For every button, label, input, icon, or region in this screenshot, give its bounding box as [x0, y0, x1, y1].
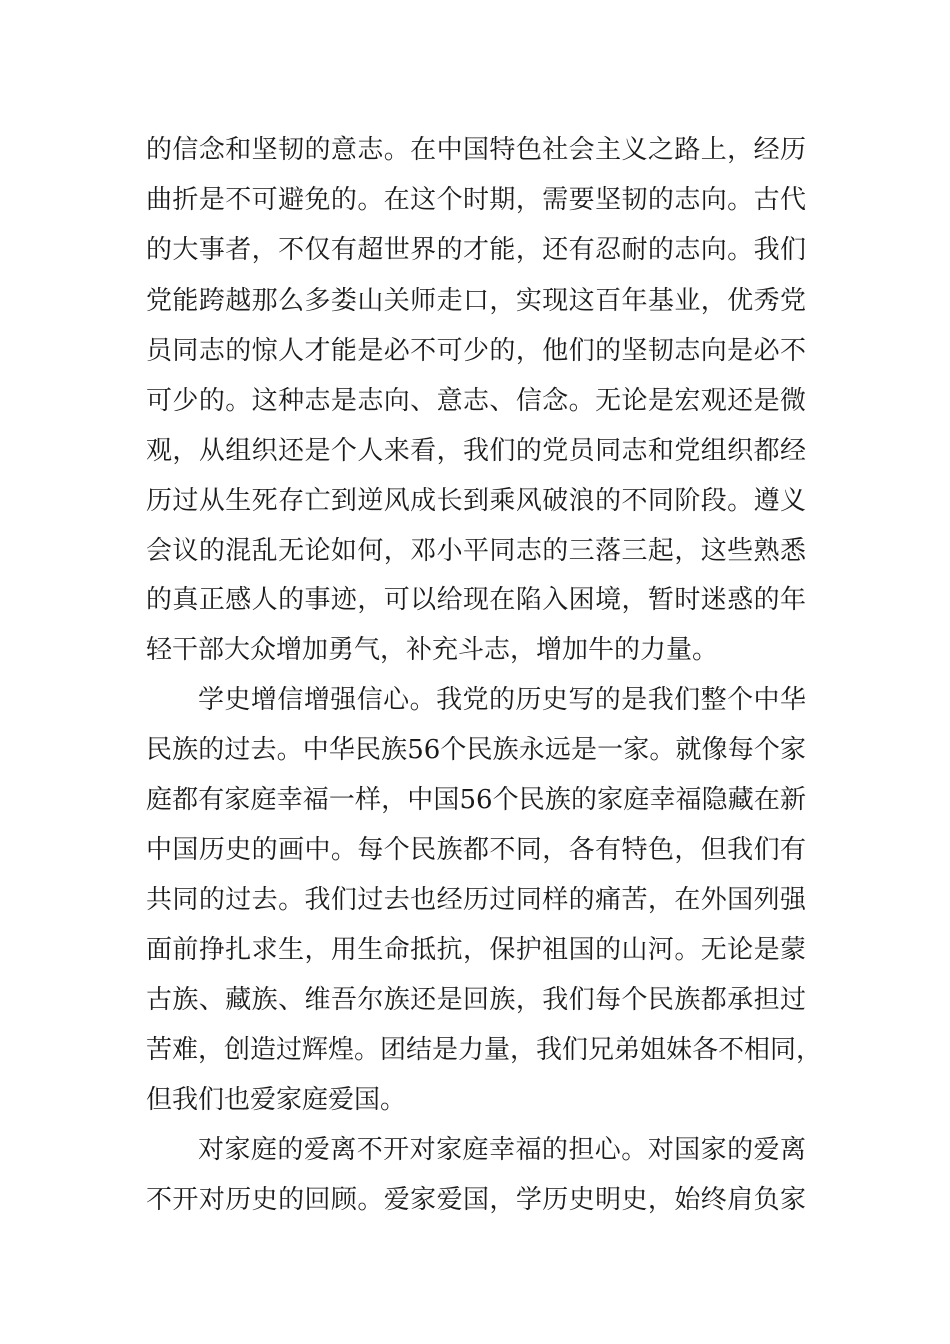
text-line: 庭都有家庭幸福一样，中国56个民族的家庭幸福隐藏在新	[146, 785, 806, 815]
text-line: 可少的。这种志是志向、意志、信念。无论是宏观还是微	[146, 386, 806, 416]
text-line: 中国历史的画中。每个民族都不同，各有特色，但我们有	[146, 835, 806, 865]
text-line: 党能跨越那么多娄山关师走口，实现这百年基业，优秀党	[146, 286, 806, 316]
text-line: 古族、藏族、维吾尔族还是回族，我们每个民族都承担过	[146, 985, 806, 1015]
paragraph-start-line: 学史增信增强信心。我党的历史写的是我们整个中华	[198, 685, 806, 715]
text-line: 的信念和坚韧的意志。在中国特色社会主义之路上，经历	[146, 135, 806, 165]
text-line: 曲折是不可避免的。在这个时期，需要坚韧的志向。古代	[146, 185, 806, 215]
text-line: 员同志的惊人才能是必不可少的，他们的坚韧志向是必不	[146, 336, 806, 366]
text-line: 苦难，创造过辉煌。团结是力量，我们兄弟姐妹各不相同，	[146, 1035, 823, 1065]
text-line: 面前挣扎求生，用生命抵抗，保护祖国的山河。无论是蒙	[146, 935, 806, 965]
text-line: 民族的过去。中华民族56个民族永远是一家。就像每个家	[146, 735, 806, 765]
text-line: 共同的过去。我们过去也经历过同样的痛苦，在外国列强	[146, 885, 806, 915]
text-line: 的大事者，不仅有超世界的才能，还有忍耐的志向。我们	[146, 235, 806, 265]
paragraph-end-line: 轻干部大众增加勇气，补充斗志，增加牛的力量。	[146, 635, 719, 665]
text-line: 历过从生死存亡到逆风成长到乘风破浪的不同阶段。遵义	[146, 486, 806, 516]
text-line: 观，从组织还是个人来看，我们的党员同志和党组织都经	[146, 436, 806, 466]
paragraph-start-line: 对家庭的爱离不开对家庭幸福的担心。对国家的爱离	[198, 1135, 806, 1165]
paragraph-end-line: 但我们也爱家庭爱国。	[146, 1085, 407, 1115]
text-line: 会议的混乱无论如何，邓小平同志的三落三起，这些熟悉	[146, 536, 806, 566]
text-line: 的真正感人的事迹，可以给现在陷入困境，暂时迷惑的年	[146, 585, 806, 615]
text-line: 不开对历史的回顾。爱家爱国，学历史明史，始终肩负家	[146, 1185, 806, 1215]
